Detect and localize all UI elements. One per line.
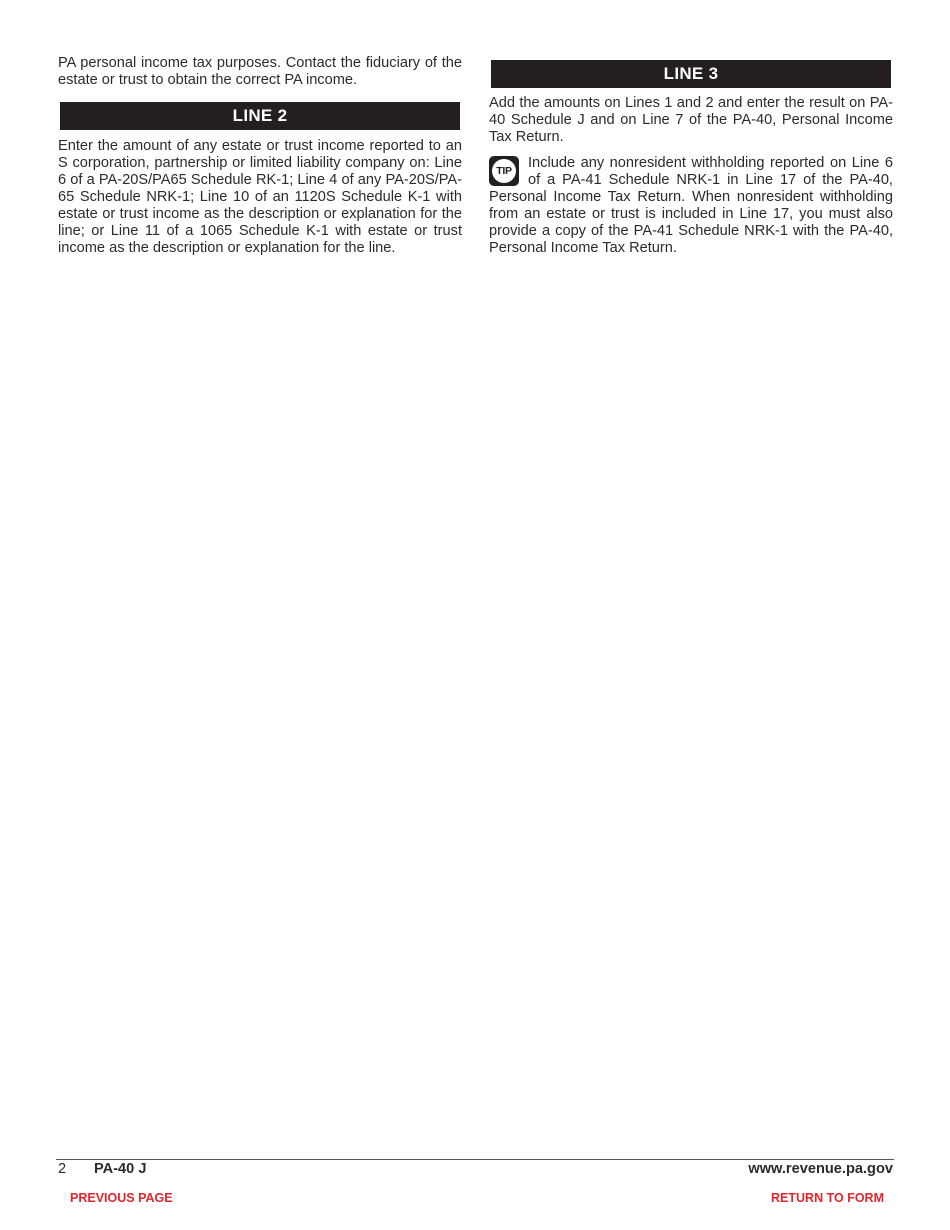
footer-divider (56, 1159, 894, 1160)
line-2-heading: LINE 2 (60, 102, 460, 130)
form-name: PA-40 J (94, 1161, 147, 1177)
previous-page-link[interactable]: PREVIOUS PAGE (70, 1191, 173, 1205)
intro-paragraph: PA personal income tax purposes. Contact the fiduciary of the estate or trust to obtain the correct PA income. (58, 55, 462, 88)
tip-icon-label: TIP (492, 159, 516, 183)
right-column (489, 55, 893, 257)
line-3-instructions: Add the amounts on Lines 1 and 2 and enter the result on PA-40 Schedule J and on Line 7 of the PA-40, Personal Income Tax Return. (489, 95, 893, 145)
tip-icon (489, 156, 519, 186)
website-link[interactable]: www.revenue.pa.gov (748, 1161, 893, 1177)
page-number: 2 (58, 1161, 67, 1177)
left-column (58, 55, 462, 257)
line-3-heading: LINE 3 (491, 60, 891, 88)
tip-text: Include any nonresident withholding reported on Line 6 of a PA-41 Schedule NRK-1 in Line 17 of the PA-40, Personal Income Tax Return. When nonresident withholding from an estate or trust is included in Line 17, you must also provide a copy of the PA-41 Schedule NRK-1 with the PA-40, Personal Income Tax Return. (489, 155, 893, 256)
return-to-form-link[interactable]: RETURN TO FORM (771, 1191, 884, 1205)
line-2-instructions: Enter the amount of any estate or trust income reported to an S corporation, partnership or limited liability company on: Line 6 of a PA-20S/PA65 Schedule RK-1; Line 4 of any PA-20S/PA-65 Schedule NRK-1; Line 10 of an 1120S Schedule K-1 with estate or trust income as the description or explanation for the line; or Line 11 of a 1065 Schedule K-1 with estate or trust income as the description or explanation for the line. (58, 138, 462, 256)
tip-note (489, 155, 893, 257)
